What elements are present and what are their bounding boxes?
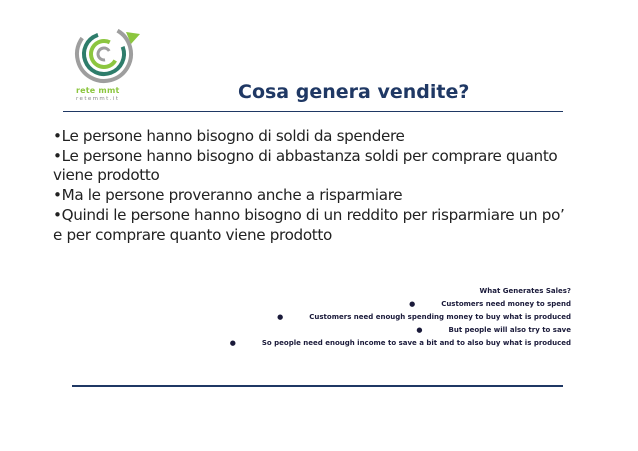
bullet-marker: •: [53, 186, 62, 205]
spiral-logo-icon: [68, 20, 148, 86]
bullet-item: [53, 206, 573, 245]
bullet-marker: •: [53, 205, 62, 224]
notes-item: [151, 337, 571, 350]
notes-text: Customers need money to spend: [441, 300, 571, 308]
notes-item: [151, 324, 571, 337]
notes-heading: What Generates Sales?: [479, 287, 571, 295]
bullet-marker: •: [53, 127, 62, 145]
bullet-text: Le persone hanno bisogno di abbastanza soldi per comprare quanto viene prodotto: [53, 146, 558, 185]
bullet-list: [53, 127, 573, 245]
footer-divider: [72, 385, 563, 387]
bullet-text: Le persone hanno bisogno di soldi da spendere: [61, 127, 405, 145]
bullet-marker: •: [53, 146, 62, 165]
notes-marker: ●: [277, 313, 284, 321]
bullet-item: [53, 127, 573, 147]
notes-text: But people will also try to save: [448, 326, 571, 334]
bullet-text: Ma le persone proveranno anche a risparmiare: [61, 186, 403, 205]
bullet-item: [53, 186, 573, 206]
notes-marker: ●: [229, 339, 236, 347]
logo-name: rete mmt: [76, 86, 120, 95]
title-divider: [63, 111, 563, 112]
notes-text: Customers need enough spending money to buy what is produced: [309, 313, 571, 321]
notes-item: [151, 311, 571, 324]
notes-item: [151, 298, 571, 311]
rete-mmt-logo: [68, 20, 148, 108]
logo-url: retemmt.it: [76, 96, 120, 102]
notes-marker: ●: [409, 300, 416, 308]
english-notes: [151, 285, 571, 350]
slide-title: Cosa genera vendite?: [238, 81, 470, 103]
bullet-text: Quindi le persone hanno bisogno di un reddito per risparmiare un po’ e per comprare quanto viene prodotto: [53, 205, 565, 244]
notes-marker: ●: [416, 326, 423, 334]
bullet-item: [53, 147, 573, 186]
notes-text: So people need enough income to save a bit and to also buy what is produced: [261, 339, 571, 347]
